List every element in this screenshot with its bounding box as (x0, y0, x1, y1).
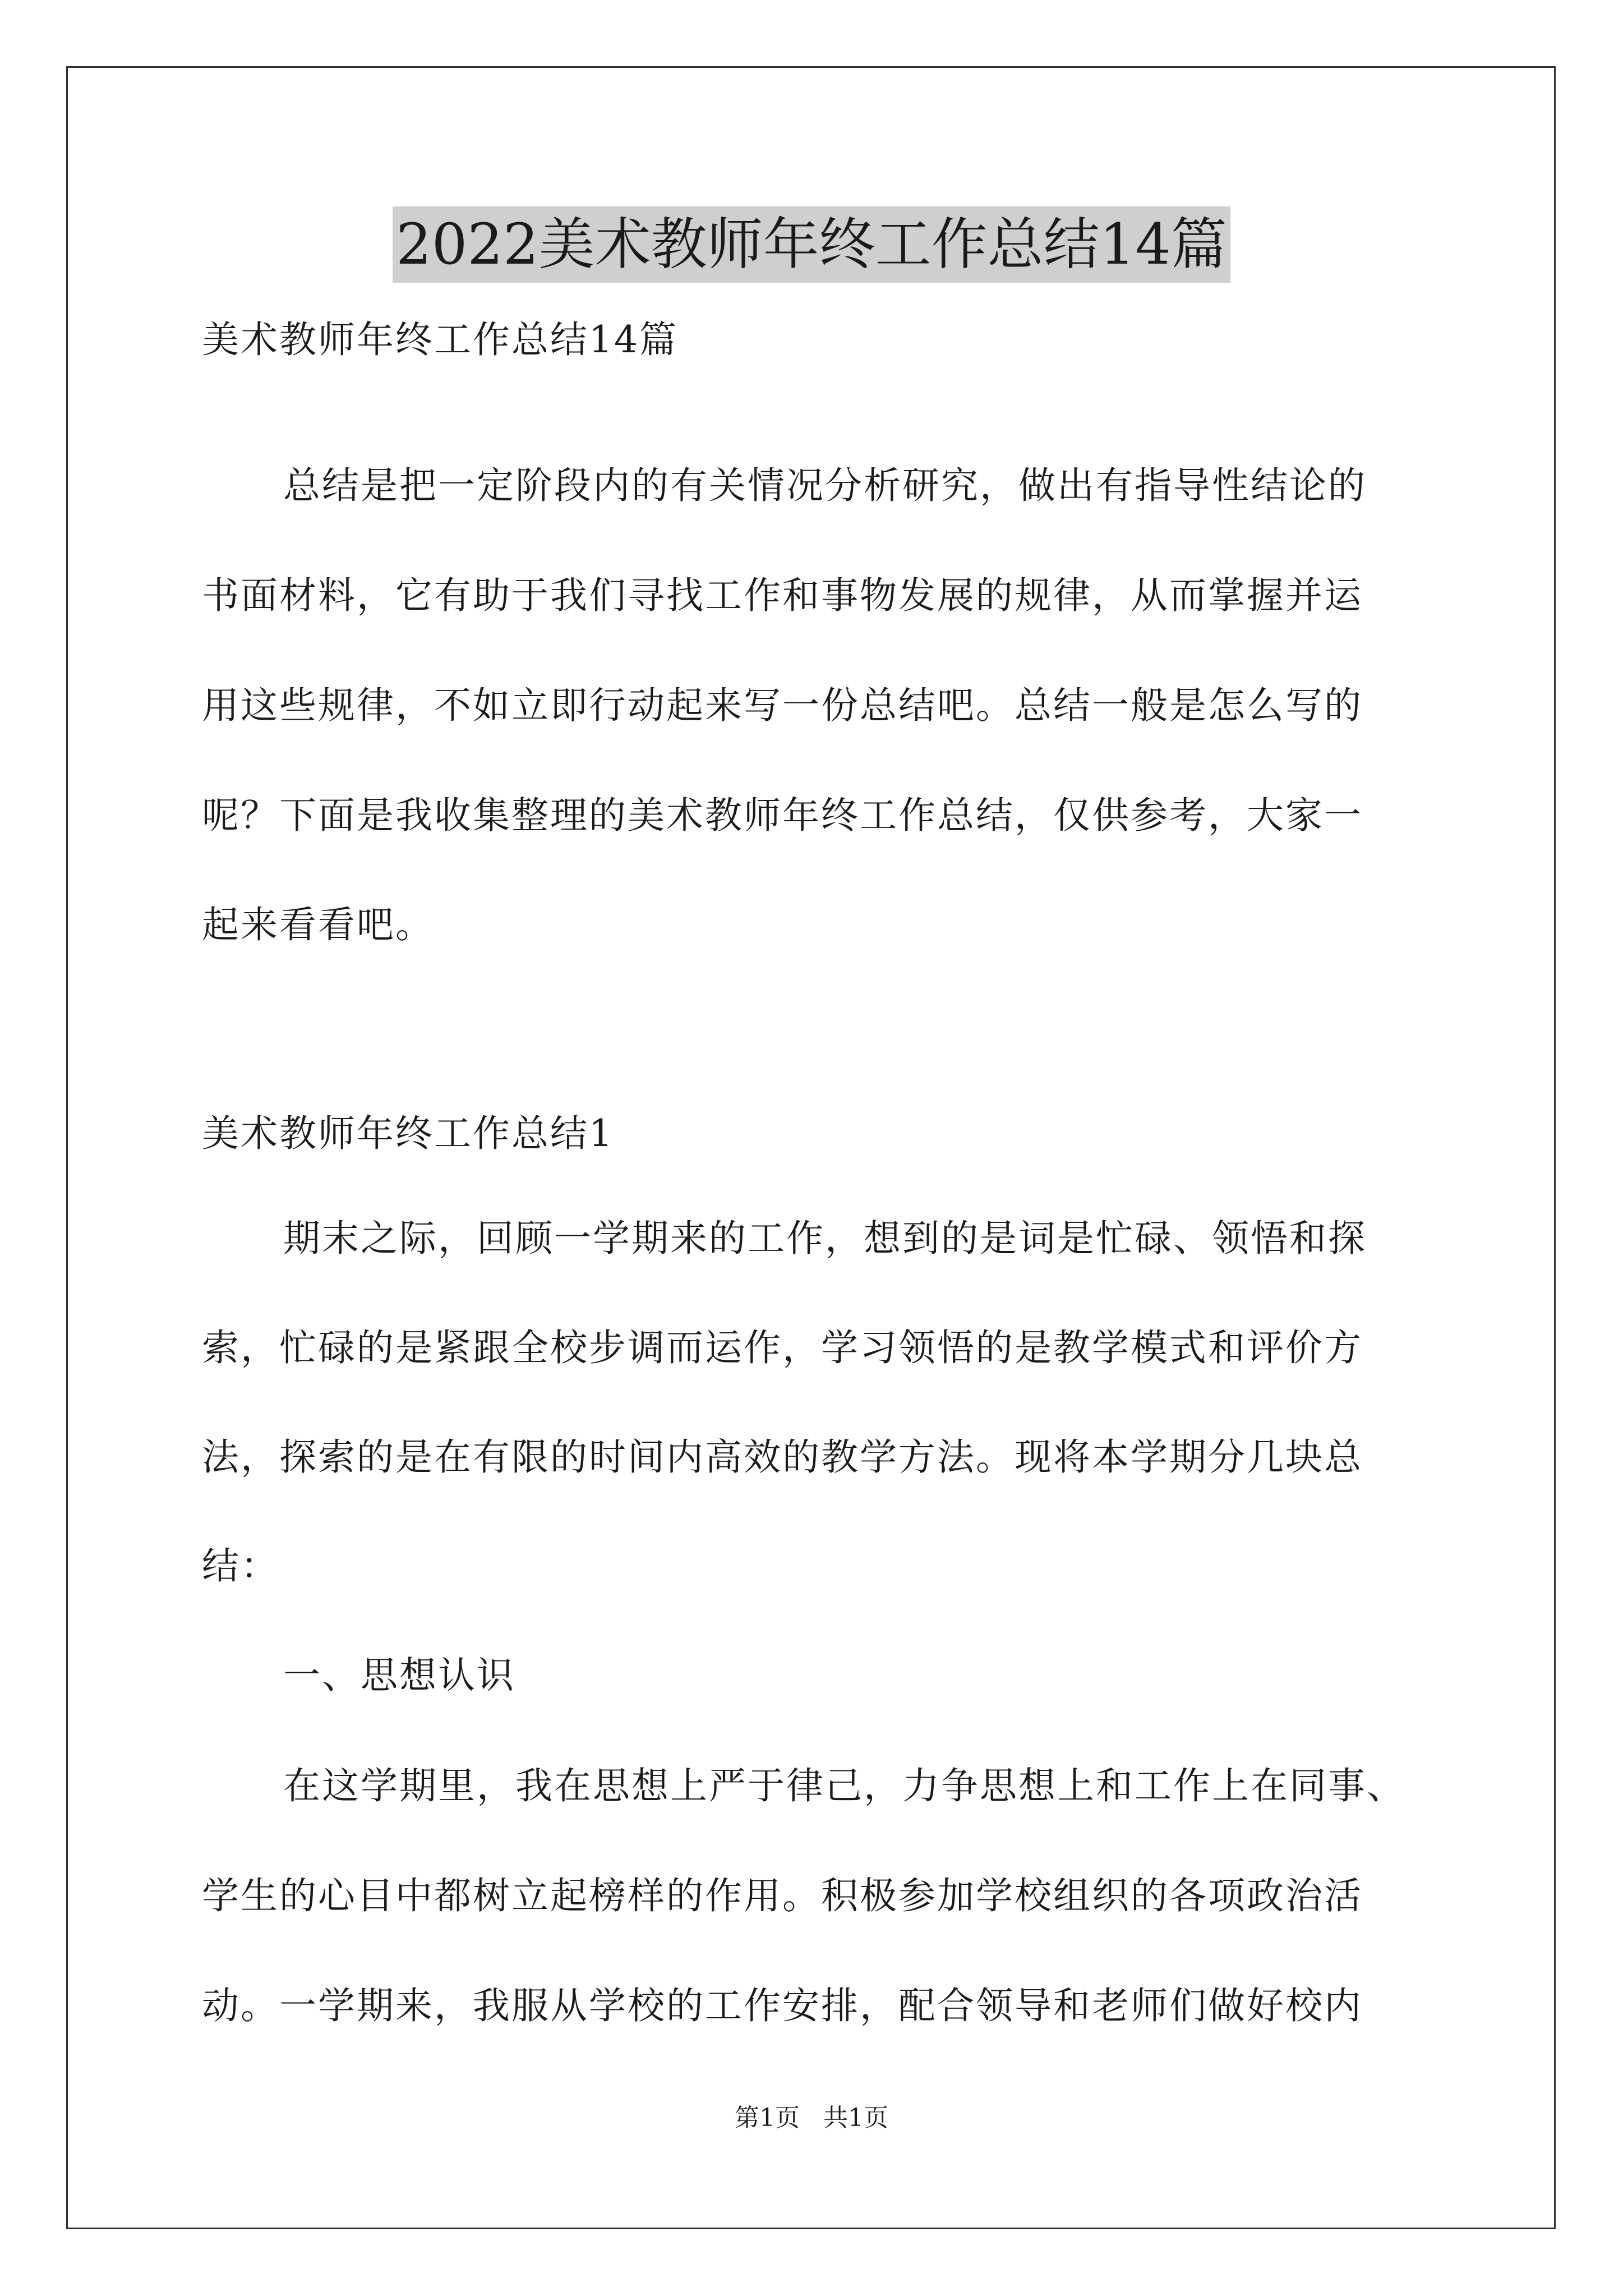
document-title: 2022美术教师年终工作总结14篇 (393, 206, 1230, 283)
title-container (0, 206, 1623, 283)
paragraph-line: 法，探索的是在有限的时间内高效的教学方法。现将本学期分几块总 (202, 1435, 1363, 1479)
subtitle: 美术教师年终工作总结14篇 (202, 318, 678, 361)
paragraph-line: 学生的心目中都树立起榜样的作用。积极参加学校组织的各项政治活 (202, 1874, 1363, 1917)
paragraph-line: 动。一学期来，我服从学校的工作安排，配合领导和老师们做好校内 (202, 1984, 1363, 2027)
paragraph-line: 索，忙碌的是紧跟全校步调而运作，学习领悟的是教学模式和评价方 (202, 1326, 1363, 1369)
paragraph-line: 期末之际，回顾一学期来的工作，想到的是词是忙碌、领悟和探 (283, 1217, 1367, 1260)
intro-line: 呢？下面是我收集整理的美术教师年终工作总结，仅供参考，大家一 (202, 794, 1363, 837)
paragraph-line: 在这学期里，我在思想上严于律己，力争思想上和工作上在同事、 (283, 1764, 1405, 1807)
intro-line: 起来看看吧。 (202, 903, 434, 946)
intro-line: 书面材料，它有助于我们寻找工作和事物发展的规律，从而掌握并运 (202, 574, 1363, 617)
page-footer: 第1页 共1页 (735, 2104, 888, 2132)
paragraph-line: 结： (202, 1544, 279, 1588)
section-heading: 美术教师年终工作总结1 (202, 1112, 614, 1155)
intro-line: 总结是把一定阶段内的有关情况分析研究，做出有指导性结论的 (283, 464, 1367, 507)
sub-heading: 一、思想认识 (283, 1654, 515, 1697)
intro-line: 用这些规律，不如立即行动起来写一份总结吧。总结一般是怎么写的 (202, 684, 1363, 727)
